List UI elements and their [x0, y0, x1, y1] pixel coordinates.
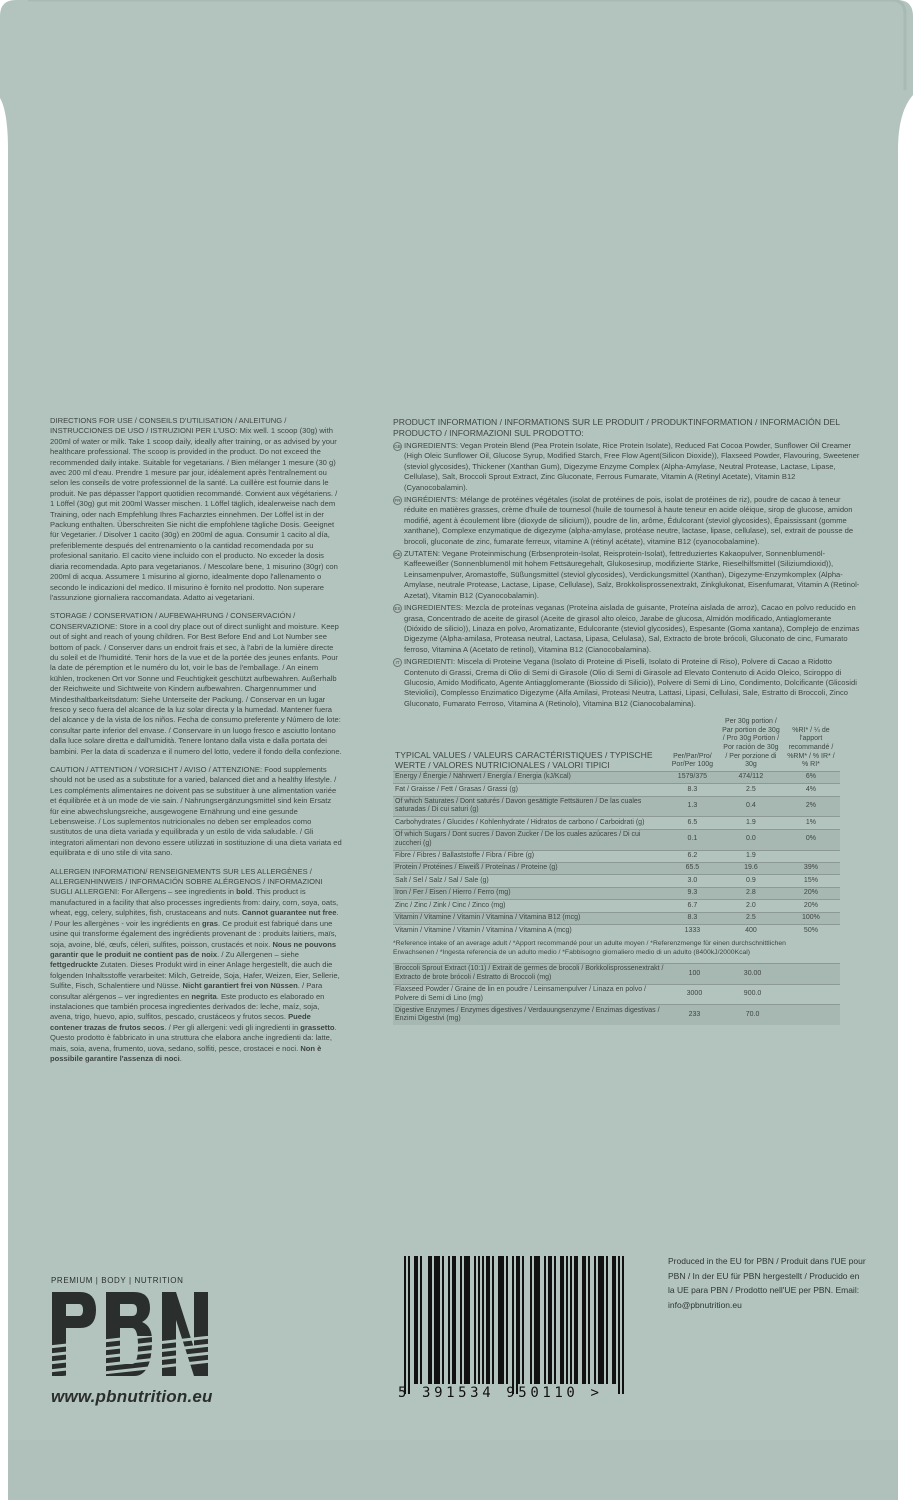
- per-portion-value: 2.8: [720, 887, 782, 899]
- barcode-bar: [452, 1256, 454, 1384]
- ri-value: 4%: [782, 784, 840, 796]
- allergen-text: . / Para consultar alérgenos – ver ingredientes en: [50, 981, 323, 1001]
- ri-value: 1%: [782, 817, 840, 829]
- ingredient-text: Mezcla de proteínas veganas (Proteína aislada de guisante, Proteína aislada de arroz), Cacao en polvo reducido en grasa, Concentrado de aceite de girasol (Aceite de girasol alto oleico, Jarabe de glucosa, Almidón modificado, Antiaglomerante (Dióxido de silicio)), Linaza en polvo, Aromatizante, Edulcorante (steviol glycosides), Espesante (Goma xantana), Complejo de enzimas Digezyme (Alpha-amilasa, Proteasa neutral, Lactasa, Lipasa, Celulasa), Sal, Extracto de brote brócoli, Gluconato de cinc, Fumarato ferroso, Vitamina A (Acetato de retinol), Vitamina B12 (Cianocobalamina).: [404, 603, 860, 654]
- allergen-bold: Puede contener trazas de frutos secos: [50, 1012, 311, 1032]
- ri-value: 0%: [782, 829, 840, 850]
- barcode-bar: [530, 1256, 532, 1384]
- extra-per-portion: 900.0: [722, 984, 784, 1005]
- barcode-bar: [602, 1256, 604, 1384]
- per-100g-value: 1.3: [665, 796, 720, 817]
- barcode-bar: [612, 1256, 614, 1384]
- nutrient-label: Of which Sugars / Dont sucres / Davon Zucker / De los cuales azúcares / Di cui zuccheri (g): [393, 829, 665, 850]
- ingredient-entry: [393, 495, 860, 547]
- language-flag-icon: GB: [394, 444, 401, 449]
- barcode-bar: [536, 1256, 538, 1384]
- barcode-bar: [474, 1256, 476, 1384]
- storage-text: Store in a cool dry place out of direct sunlight and moisture. Keep out of sight and reach of young children. For Best Before End and Lot Number see bottom of pack. / Conserver dans un endroit frais et sec, à l'abri de la lumière directe du soleil et de l'humidité. Tenir hors de la vue et de la portée des jeunes enfants. Pour la date de péremption et le numéro du lot, voir le bas de l'emballage. / An einem kühlen, trockenen Ort vor Sonne und Feuchtigkeit geschützt aufbewahren. Außerhalb der Reichweite und Sichtweite von Kindern aufbewahren. Chargennummer und Mindesthaltbarkeitsdatum: Siehe Unterseite der Packung. / Conservar en un lugar fresco y seco fuera del alcance de la luz solar directa y la humedad. Mantener fuera del alcance y de la vista de los niños. Fecha de consumo preferente y Número de lote: consultar parte inferior del envase. / Conservare in un luogo fresco e asciutto lontano dalla luce solare diretta e dall'umidità. Tenere lontano dalla vista e dalla portata dei bambini. Per la data di scadenza e il numero del lotto, vedere il fondo della confezione.: [50, 621, 342, 756]
- caution-title: CAUTION / ATTENTION / VORSICHT / AVISO / ATTENZIONE:: [50, 765, 263, 774]
- ingredient-entry: [393, 441, 860, 493]
- barcode-bar: [600, 1256, 602, 1384]
- storage-title: STORAGE / CONSERVATION / AUFBEWAHRUNG / CONSERVACIÓN / CONSERVAZIONE:: [50, 611, 296, 631]
- barcode-bar: [436, 1256, 438, 1384]
- barcode-bar: [438, 1256, 440, 1384]
- language-flag-icon: DE: [394, 552, 401, 558]
- barcode-bar: [420, 1256, 422, 1384]
- barcode-bar: [408, 1256, 410, 1394]
- right-text-panel: [393, 417, 860, 1025]
- barcode-bar: [594, 1256, 596, 1384]
- ingredients-list: [393, 441, 860, 709]
- extra-label: Broccoli Sprout Extract (10:1) / Extrait de germes de brocoli / Borkkolisprossenextrakt / Extracto de brote brócoli / Estratto di Broccoli (mg): [393, 963, 667, 984]
- extra-empty-cell: [784, 963, 840, 984]
- per-100g-value: 1333: [665, 925, 720, 937]
- nutrition-row: [393, 796, 840, 817]
- barcode-bar: [478, 1256, 480, 1384]
- caution-section: [50, 765, 342, 859]
- nutrient-label: Vitamin / Vitamine / Vitamin / Vitamina / Vitamina A (mcg): [393, 925, 665, 937]
- extra-empty-cell: [784, 984, 840, 1005]
- per-portion-value: 1.9: [720, 817, 782, 829]
- reference-intake-footnote: *Reference intake of an average adult / *Apport recommandé pour un adulte moyen / *Referenzmenge für einen durchschnittlichen Erwachsenen / *Ingesta referencia de un adulto medio / *Fabbisogno giornaliero medio di un adulto (8400kJ/2000Kcal): [393, 940, 786, 956]
- allergen-bold: Nous ne pouvons garantir que le produit ne contient pas de noix: [50, 939, 337, 959]
- allergen-bold: Cannot guarantee nut free: [241, 908, 337, 918]
- per-portion-value: 2.5: [720, 784, 782, 796]
- per-portion-value: 0.0: [720, 829, 782, 850]
- barcode-bar: [534, 1256, 536, 1384]
- barcode-bar: [606, 1256, 608, 1384]
- ingredient-entry: [393, 657, 860, 709]
- allergen-bold: Non è possibile garantire l'assenza di noci: [50, 1043, 322, 1063]
- extra-label: Flaxseed Powder / Graine de lin en poudre / Leinsamenpulver / Linaza en polvo / Polvere di Semi di Lino (mg): [393, 984, 667, 1005]
- allergen-bold: Nicht garantiert frei von Nüssen: [182, 981, 298, 991]
- per-100g-value: 65.5: [665, 862, 720, 874]
- per-100g-value: 8.3: [665, 912, 720, 924]
- allergen-text: Zutaten. Dieses Produkt wird in einer Anlage hergestellt, die auch die folgenden Inhaltsstoffe verarbeitet: Milch, Getreide, Soja, Hafer, Weizen, Eier, Sellerie, Sulfite, Fisch, Schalentiere und Nüsse.: [50, 960, 340, 991]
- per-portion-value: 474/112: [720, 771, 782, 783]
- nutrient-label: Carbohydrates / Glucides / Kohlenhydrate / Hidratos de carbono / Carboidrati (g): [393, 817, 665, 829]
- extra-per-100g: 233: [667, 1005, 721, 1025]
- allergen-text: . Ce produit est fabriqué dans une usine qui transforme également des ingrédients provenant de : produits laitiers, maïs, soja, avoine, blé, œufs, céleri, sulfites, poisson, crustacés et noix.: [50, 918, 337, 949]
- caution-text: Food supplements should not be used as a substitute for a varied, balanced diet and a healthy lifestyle. / Les compléments alimentaires ne doivent pas se substituer à une alimentation variée et équilibrée et à un mode de vie sain. / Nahrungsergänzungsmittel sind kein Ersatz für eine abwechslungsreiche, ausgewogene Ernährung und eine gesunde Lebensweise. / Los suplementos nutricionales no deben ser empleados como sustitutos de una dieta variada y equilibrada y un estilo de vida saludable. / Gli integratori alimentari non devono essere utilizzati in sostituzione di una dieta variata ed equilibrata e di uno stile di vita sano.: [50, 765, 342, 858]
- extra-empty-cell: [784, 1005, 840, 1025]
- allergen-text: . / Pour les allergènes - voir les ingrédients en: [50, 908, 339, 928]
- extra-per-100g: 100: [667, 963, 721, 984]
- per-100g-value: 6.5: [665, 817, 720, 829]
- ri-value: 100%: [782, 912, 840, 924]
- ri-value: 2%: [782, 796, 840, 817]
- nutrient-label: Zinc / Zinc / Zink / Cinc / Zinco (mg): [393, 900, 665, 912]
- per-portion-value: 1.9: [720, 850, 782, 862]
- barcode: [398, 1256, 630, 1406]
- allergen-text: For Allergens – see ingredients in: [119, 887, 237, 897]
- nutrition-row: [393, 900, 840, 912]
- barcode-bar: [538, 1256, 540, 1384]
- nutrient-label: Iron / Fer / Eisen / Hierro / Ferro (mg): [393, 887, 665, 899]
- ingredient-entry: [393, 603, 860, 655]
- allergen-title: ALLERGEN INFORMATION/ RENSEIGNEMENTS SUR LES ALLERGÈNES / ALLERGENHINWEIS / INFORMACIÓN SOBRE ALÉRGENOS / INFORMAZIONI SUGLI ALLERGENI:: [50, 866, 323, 897]
- barcode-bar: [492, 1256, 494, 1384]
- allergen-text: . / Per gli allergeni: vedi gli ingredienti in: [164, 1022, 301, 1032]
- barcode-bar: [550, 1256, 552, 1384]
- produced-in-eu-text: Produced in the EU for PBN / Produit dans l'UE pour PBN / In der EU für PBN hergestellt / Producido en la UE para PBN / Prodotto nell'UE per PBN. Email: info@pbnutrition.eu: [668, 1256, 866, 1310]
- barcode-bar: [434, 1256, 436, 1384]
- per-100g-value: 3.0: [665, 875, 720, 887]
- barcode-bar: [404, 1256, 406, 1394]
- barcode-bar: [502, 1256, 504, 1384]
- language-flag-icon: IT: [393, 658, 402, 667]
- allergen-text: . Este producto es elaborado en instalaciones que también procesa ingredientes derivados de: leche, maíz, soja, avena, trigo, huevo, apio, sulfitos, pescado, crustáceos y frutos secos.: [50, 991, 325, 1022]
- extra-label: Digestive Enzymes / Enzymes digestives / Verdauungsenzyme / Enzimas digestivas / Enzimi Digestivi (mg): [393, 1005, 667, 1025]
- allergen-bold: fettgedruckte: [50, 960, 99, 970]
- ingredient-label: INGREDIENTI:: [404, 657, 456, 667]
- ingredient-text: Miscela di Proteine Vegana (Isolato di Proteine di Piselli, Isolato di Proteine di Riso), Polvere di Cacao a Ridotto Contenuto di Grassi, Crema di Olio di Semi di Girasole (Olio di Semi di Girasole ad Elevato Contenuto di Acido Oleico, Sciroppo di Glucosio, Amido Modificato, Agente Antiagglomerante (Biossido di Silicio)), Polvere di Semi di Lino, Condimento, Dolcificante (Glicosidi Steviolici), Complesso Enzimatico Digezyme (Alfa Amilasi, Proteasi Neutra, Lattasi, Lipasi, Cellulasi, Sale, Estratto di Broccoli, Zinco Gluconato, Fumarato Ferroso, Vitamina A (Retinolo), Vitamina B12 (Cianocobalamina).: [404, 657, 857, 708]
- ri-value: 20%: [782, 887, 840, 899]
- barcode-bar: [566, 1256, 568, 1384]
- nutrient-label: Of which Saturates / Dont saturés / Davon gesättigte Fettsäuren / De las cuales saturadas / Di cui saturi (g): [393, 796, 665, 817]
- brand-tagline: PREMIUM | BODY | NUTRITION: [51, 1276, 184, 1285]
- nutrition-row: [393, 850, 840, 862]
- nutrition-row: [393, 925, 840, 937]
- ingredient-text: Mélange de protéines végétales (isolat de protéines de pois, isolat de protéines de riz), poudre de cacao à teneur réduite en matières grasses, crème d'huile de tournesol (huile de tournesol à haute teneur en acide oléique, sirop de glucose, amidon modifié, agent à écoulement libre (dioxyde de silicium)), poudre de lin, arôme, Édulcorant (steviol glycosides), Épaississant (gomme xanthane), Complexe enzymatique de digezyme (alpha-amylase, protéase neutre, lactase, lipase, cellulase), sel, extrait de pousse de brocoli, gluconate de zinc, fumarate ferreux, vitamine A (rétinyl acétate), vitamine B12 (cyanocobalamine).: [404, 495, 854, 546]
- barcode-bar: [468, 1256, 470, 1384]
- allergen-bold: negrita: [191, 991, 217, 1001]
- extra-row: [393, 984, 840, 1005]
- per-portion-value: 0.4: [720, 796, 782, 817]
- per-100g-value: 0.1: [665, 829, 720, 850]
- language-flag-icon: ES: [394, 606, 401, 612]
- per-portion-value: 400: [720, 925, 782, 937]
- ingredient-label: INGREDIENTS:: [404, 441, 459, 450]
- product-info-title: PRODUCT INFORMATION / INFORMATIONS SUR LE PRODUIT / PRODUKTINFORMATION / INFORMACIÓN DEL PRODUCTO / INFORMAZIONI SUL PRODOTTO:: [393, 417, 840, 438]
- nutrition-row: [393, 817, 840, 829]
- per-portion-value: 2.5: [720, 912, 782, 924]
- ri-value: 20%: [782, 900, 840, 912]
- barcode-bar: [618, 1256, 620, 1394]
- barcode-bar: [488, 1256, 490, 1384]
- allergen-bold: gras: [201, 918, 218, 928]
- barcode-bar: [482, 1256, 484, 1384]
- barcode-bar: [570, 1256, 572, 1384]
- barcode-bar: [614, 1256, 616, 1384]
- barcode-bar: [506, 1256, 508, 1384]
- barcode-bar: [522, 1256, 524, 1384]
- ingredient-text: Vegan Protein Blend (Pea Protein Isolate, Rice Protein Isolate), Reduced Fat Cocoa Powder, Sunflower Oil Creamer (High Oleic Sunflower Oil, Glucose Syrup, Modified Starch, Free Flow Agent(Silicon Dioxide)), Flaxseed Powder, Flavouring, Sweetener (steviol glycosides), Thickener (Xanthan Gum), Digezyme Enzyme Complex (Alpha-Amylase, Neutral Protease, Lactase, Lipase, Cellulase), Salt, Broccoli Sprout Extract, Zinc Gluconate, Ferrous Fumarate, Vitamin A (Retinyl Acetate), Vitamin B12 (Cyanocobalamin).: [404, 441, 860, 492]
- nutrient-label: Fibre / Fibres / Ballaststoffe / Fibra / Fibre (g): [393, 850, 665, 862]
- allergen-section: [50, 867, 342, 1065]
- per-100g-value: 6.7: [665, 900, 720, 912]
- ri-value: 50%: [782, 925, 840, 937]
- per-portion-value: 0.9: [720, 875, 782, 887]
- barcode-bar: [574, 1256, 576, 1384]
- barcode-bar: [454, 1256, 456, 1384]
- barcode-bar: [576, 1256, 578, 1384]
- barcode-bar: [622, 1256, 624, 1394]
- allergen-text: . This product is manufactured in a facility that also processes ingredients from: dairy, corn, soya, oats, wheat, egg, celery, sulphites, fish, crustaceans and nuts.: [50, 887, 339, 918]
- nutrient-label: Protein / Protéines / Eiweiß / Proteínas / Proteine (g): [393, 862, 665, 874]
- barcode-bar: [516, 1256, 518, 1394]
- barcode-bar: [466, 1256, 468, 1384]
- extras-table: [393, 963, 840, 1025]
- col-header-100g: Per/Par/Pro/ Por/Per 100g: [671, 752, 714, 769]
- barcode-bar: [464, 1256, 466, 1384]
- per-100g-value: 1579/375: [665, 771, 720, 783]
- left-text-panel: [50, 416, 342, 1072]
- col-header-ri: %RI* / ¼ de l'apport recommandé / %RM* / % IR* / % RI*: [787, 726, 835, 769]
- barcode-bar: [428, 1256, 430, 1384]
- barcode-bar: [486, 1256, 488, 1384]
- website-link[interactable]: www.pbnutrition.eu: [51, 1387, 213, 1406]
- barcode-bar: [442, 1256, 444, 1384]
- extra-row: [393, 1005, 840, 1025]
- nutrient-label: Vitamin / Vitamine / Vitamin / Vitamina / Vitamina B12 (mcg): [393, 912, 665, 924]
- nutrient-label: Energy / Énergie / Nährwert / Energía / Energia (kJ/Kcal): [393, 771, 665, 783]
- barcode-bar: [512, 1256, 514, 1394]
- barcode-bar: [414, 1256, 416, 1384]
- per-100g-value: 9.3: [665, 887, 720, 899]
- nutrition-row: [393, 862, 840, 874]
- ri-value: [782, 850, 840, 862]
- nutrition-row: [393, 912, 840, 924]
- ingredient-label: INGREDIENTES:: [404, 603, 464, 613]
- extra-per-portion: 70.0: [722, 1005, 784, 1025]
- allergen-bold: grassetto: [300, 1022, 335, 1032]
- directions-title: DIRECTIONS FOR USE / CONSEILS D'UTILISATION / ANLEITUNG / INSTRUCCIONES DE USO / ISTRUZIONI PER L'USO:: [50, 416, 287, 436]
- nutrient-label: Fat / Graisse / Fett / Grasas / Grassi (g): [393, 784, 665, 796]
- nutrition-row: [393, 875, 840, 887]
- per-portion-value: 2.0: [720, 900, 782, 912]
- barcode-bar: [416, 1256, 418, 1384]
- allergen-text: .: [179, 1053, 182, 1063]
- barcode-digits: 5 391534 950110 >: [398, 1385, 603, 1401]
- nutrition-row: [393, 784, 840, 796]
- barcode-bar: [430, 1256, 432, 1384]
- col-header-portion: Per 30g portion / Par portion de 30g / Pro 30g Portion / Por ración de 30g / Per porzione di 30g: [722, 718, 780, 769]
- barcode-bar: [518, 1256, 520, 1384]
- allergen-text: . Questo prodotto è fabbricato in una struttura che elabora anche ingredienti da: latte, mais, soia, avena, frumento, uova, sedano, solfiti, pesce, crostacei e noci.: [50, 1022, 337, 1053]
- ingredient-entry: [393, 549, 860, 601]
- pbn-logo: [50, 1288, 210, 1380]
- nutrition-title: TYPICAL VALUES / VALEURS CARACTÉRISTIQUES / TYPISCHE WERTE / VALORES NUTRICIONALES / VALORI TIPICI: [395, 749, 653, 770]
- extra-per-100g: 3000: [667, 984, 721, 1005]
- nutrition-table: [393, 717, 840, 936]
- barcode-bar: [562, 1256, 564, 1384]
- barcode-bar: [584, 1256, 586, 1384]
- extra-per-portion: 30.00: [722, 963, 784, 984]
- barcode-bar: [460, 1256, 462, 1384]
- ri-value: 39%: [782, 862, 840, 874]
- directions-text: Mix well. 1 scoop (30g) with 200ml of water or milk. Take 1 scoop daily, ideally after training, or as advised by your healthcare professional. The scoop is provided in the product. Do not exceed the recommended daily intake. Suitable for vegetarians. / Bien mélanger 1 mesure (30 g) avec 200 ml d'eau. Prendre 1 mesure par jour, idéalement après l'entraînement ou selon les conseils de votre professionnel de la santé. La cuillère est fournie dans le produit. Ne pas dépasser l'apport quotidien recommandé. Convient aux végétariens. / 1 Löffel (30g) gut mit 200ml Wasser mischen. 1 Löffel täglich, idealerweise nach dem Training, oder nach Empfehlung Ihres Facharztes einnehmen. Der Löffel ist in der Packung enthalten. Überschreiten Sie nicht die empfohlene tägliche Dosis. Geeignet für Vegetarier. / Disolver 1 cacito (30g) en 200ml de agua. Consumir 1 cacito al día, preferiblemente después del entrenamiento o la cantidad recomendada por su profesional sanitario. El cacito viene incluido con el producto. No exceder la dosis diaria recomendada. Apto para vegetarianos. / Mescolare bene, 1 misurino (30gr) con 200ml di acqua. Assumere 1 misurino al giorno, idealmente dopo l'allenamento o secondo le indicazioni del medico. Il misurino è fornito nel prodotto. Non superare l'assunzione giornaliera raccomandata. Adatto ai vegetariani.: [50, 426, 338, 602]
- barcode-bar: [498, 1256, 500, 1384]
- ingredient-text: Vegane Proteinmischung (Erbsenprotein-Isolat, Reisprotein-Isolat), fettreduziertes Kakaopulver, Sonnenblumenöl-Kaffeeweißer (Sonnenblumenöl mit hohem Fettsäuregehalt, Glukosesirup, modifizierte Stärke, Rieselhilfsmittel (Siliziumdioxid)), Leinsamenpulver, Aromastoffe, Süßungsmittel (steviol glycosides), Verdickungsmittel (Xanthan), Digezyme-Enzymkomplex (Alpha-Amylase, neutrale Protease, Lactase, Lipase, Cellulase), Salz, Brokkolisprossenextrakt, Zinkglukonat, Eisenfumarat, Vitamin A (Retinol-Azetat), Vitamin B12 (Cyanocobalamin).: [404, 549, 860, 600]
- barcode-bar: [448, 1256, 450, 1384]
- allergen-bold: bold: [236, 887, 253, 897]
- ri-value: 15%: [782, 875, 840, 887]
- ri-value: 6%: [782, 771, 840, 783]
- per-100g-value: 6.2: [665, 850, 720, 862]
- barcode-bar: [582, 1256, 584, 1384]
- barcode-bar: [554, 1256, 556, 1384]
- allergen-text: . / Zu Allergenen – siehe: [217, 949, 299, 959]
- ingredient-label: ZUTATEN:: [404, 549, 440, 559]
- nutrition-row: [393, 829, 840, 850]
- per-100g-value: 8.3: [665, 784, 720, 796]
- barcode-bar: [560, 1256, 562, 1384]
- barcode-bar: [500, 1256, 502, 1384]
- extra-row: [393, 963, 840, 984]
- per-portion-value: 19.6: [720, 862, 782, 874]
- barcode-bar: [598, 1256, 600, 1384]
- nutrition-row: [393, 771, 840, 783]
- nutrition-row: [393, 887, 840, 899]
- nutrient-label: Salt / Sel / Salz / Sal / Sale (g): [393, 875, 665, 887]
- barcode-bar: [588, 1256, 590, 1384]
- language-flag-icon: FR: [394, 498, 401, 504]
- barcode-bar: [548, 1256, 550, 1384]
- directions-section: [50, 416, 342, 603]
- barcode-bar: [544, 1256, 546, 1384]
- storage-section: [50, 611, 342, 757]
- ingredient-label: INGRÉDIENTS:: [404, 495, 459, 505]
